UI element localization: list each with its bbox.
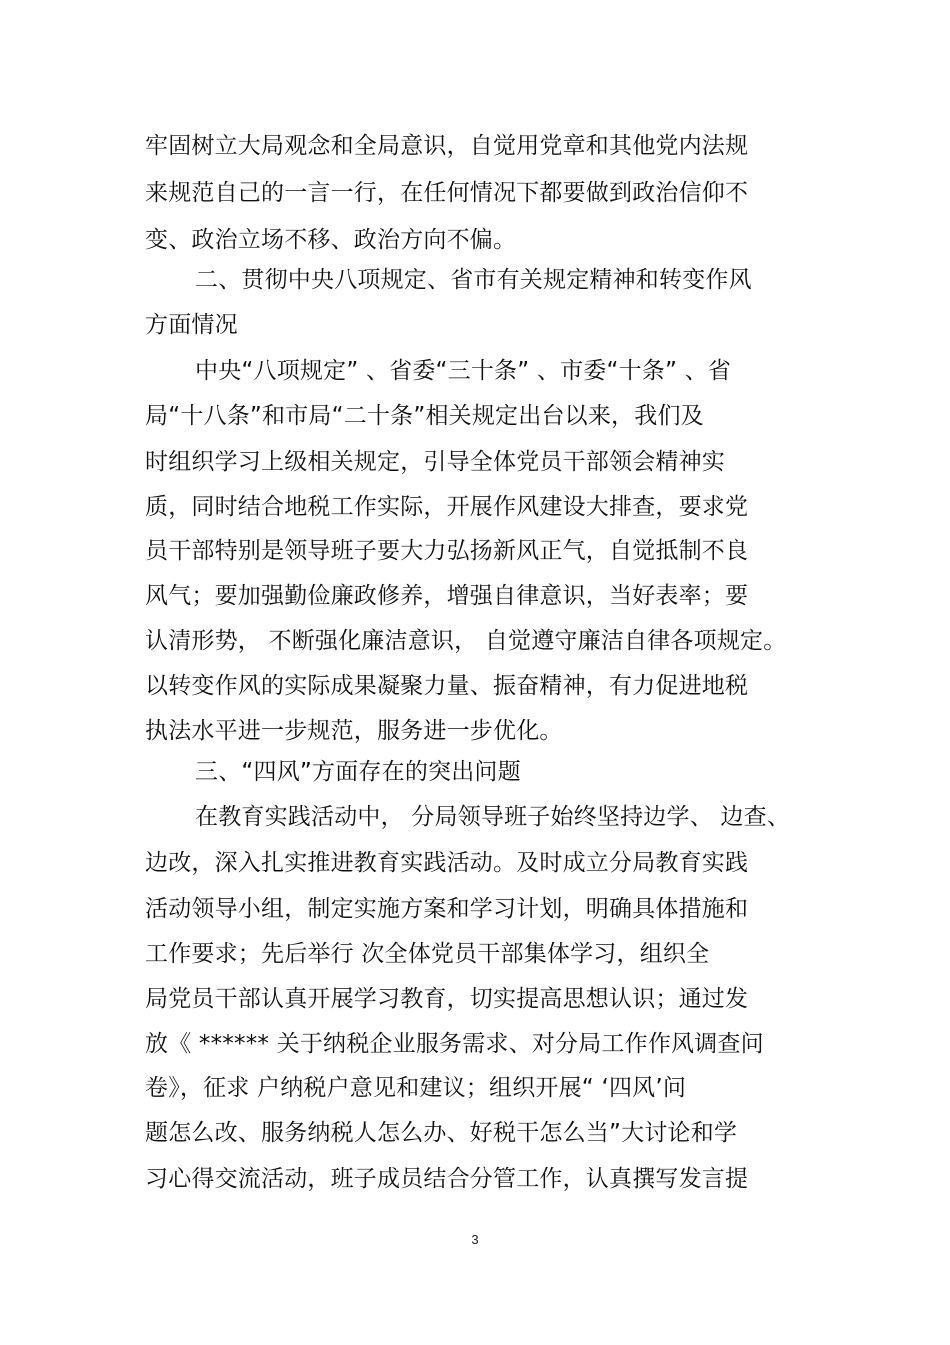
text-line: 局“十八条”和市局“二十条”相关规定出台以来，我们及: [145, 403, 704, 429]
text-line: 执法水平进一步规范，服务进一步优化。: [145, 718, 563, 744]
text-line: 习心得交流活动，班子成员结合分管工作，认真撰写发言提: [145, 1166, 749, 1192]
text-line: 放《 ****** 关于纳税企业服务需求、对分局工作作风调查问: [145, 1031, 764, 1057]
text-line: 变、政治立场不移、政治方向不偏。: [145, 227, 517, 253]
section-heading: 三、“四风”方面存在的突出问题: [195, 759, 521, 785]
text-line: 风气；要加强勤俭廉政修养，增强自律意识，当好表率；要: [145, 583, 749, 609]
text-line: 牢固树立大局观念和全局意识，自觉用党章和其他党内法规: [145, 133, 749, 159]
page-number: 3: [471, 1232, 479, 1247]
text-line: 员干部特别是领导班子要大力弘扬新风正气，自觉抵制不良: [145, 538, 749, 564]
text-line: 局党员干部认真开展学习教育，切实提高思想认识；通过发: [145, 986, 749, 1012]
text-line: 在教育实践活动中， 分局领导班子始终坚持边学、 边查、: [195, 804, 791, 830]
text-line: 来规范自己的一言一行，在任何情况下都要做到政治信仰不: [145, 180, 749, 206]
text-line: 活动领导小组，制定实施方案和学习计划，明确具体措施和: [145, 896, 749, 922]
text-line: 中央“八项规定” 、省委“三十条” 、市委“十条” 、省: [195, 358, 732, 384]
text-line: 工作要求；先后举行 次全体党员干部集体学习，组织全: [145, 941, 710, 967]
text-line: 边改，深入扎实推进教育实践活动。及时成立分局教育实践: [145, 850, 749, 876]
section-heading-continuation: 方面情况: [145, 312, 238, 338]
text-line: 质，同时结合地税工作实际，开展作风建设大排查，要求党: [145, 494, 749, 520]
text-line: 以转变作风的实际成果凝聚力量、振奋精神，有力促进地税: [145, 673, 749, 699]
text-line: 时组织学习上级相关规定，引导全体党员干部领会精神实: [145, 449, 725, 475]
text-line: 题怎么改、服务纳税人怎么办、好税干怎么当”大讨论和学: [145, 1120, 738, 1146]
section-heading: 二、贯彻中央八项规定、省市有关规定精神和转变作风: [195, 267, 752, 293]
text-line: 卷》，征求 户纳税户意见和建议；组织开展“ ‘四风’问: [145, 1075, 687, 1101]
text-line: 认清形势， 不断强化廉洁意识， 自觉遵守廉洁自律各项规定。: [145, 628, 787, 654]
